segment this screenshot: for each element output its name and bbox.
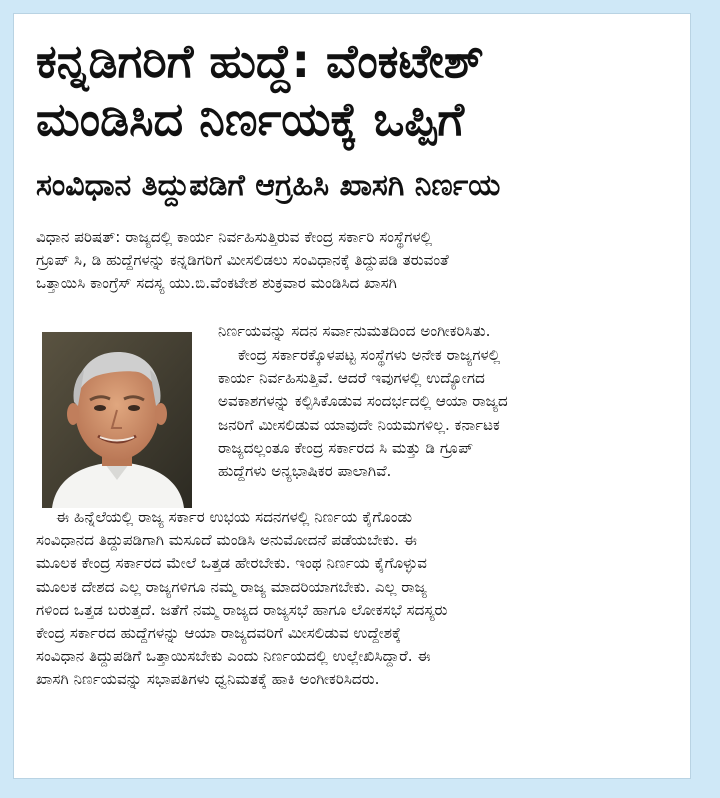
paragraph-1-line: ವಿಧಾನ ಪರಿಷತ್: ರಾಜ್ಯದಲ್ಲಿ ಕಾರ್ಯ ನಿರ್ವಹಿಸುತ್ತಿರುವ ಕೇಂದ್ರ ಸರ್ಕಾರಿ ಸಂಸ್ಥೆಗಳಲ್ಲಿ [36,228,433,246]
headline [36,32,676,148]
portrait-photo [42,332,192,508]
paragraph-3-line: ಸಂವಿಧಾನ ತಿದ್ದುಪಡಿಗೆ ಒತ್ತಾಯಿಸಬೇಕು ಎಂದು ನಿರ್ಣಯದಲ್ಲಿ ಉಲ್ಲೇಖಿಸಿದ್ದಾರೆ. ಈ [36,647,431,666]
paragraph-1-line: ಒತ್ತಾಯಿಸಿ ಕಾಂಗ್ರೆಸ್ ಸದಸ್ಯ ಯು.ಬಿ.ವೆಂಕಟೇಶ ಶುಕ್ರವಾರ ಮಂಡಿಸಿದ ಖಾಸಗಿ [36,274,397,293]
paragraph-3-line: ಮೂಲಕ ದೇಶದ ಎಲ್ಲ ರಾಜ್ಯಗಳಿಗೂ ನಮ್ಮ ರಾಜ್ಯ ಮಾದರಿಯಾಗಬೇಕು. ಎಲ್ಲ ರಾಜ್ಯ [36,577,427,596]
paragraph-3-line: ಕೇಂದ್ರ ಸರ್ಕಾರದ ಹುದ್ದೆಗಳನ್ನು ಆಯಾ ರಾಜ್ಯದವರಿಗೆ ಮೀಸಲಿಡುವ ಉದ್ದೇಶಕ್ಕೆ [36,623,401,642]
portrait-image [42,332,192,508]
headline-line-2: ಮಂಡಿಸಿದ ನಿರ್ಣಯಕ್ಕೆ ಒಪ್ಪಿಗೆ [36,92,465,146]
paragraph-3-line: ಗಳಿಂದ ಒತ್ತಡ ಬರುತ್ತದೆ. ಜತೆಗೆ ನಮ್ಮ ರಾಜ್ಯದ ರಾಜ್ಯಸಭೆ ಹಾಗೂ ಲೋಕಸಭೆ ಸದಸ್ಯರು [36,600,448,619]
paragraph-1 [36,226,676,296]
paragraph-2-line: ಕಾರ್ಯ ನಿರ್ವಹಿಸುತ್ತಿವೆ. ಆದರೆ ಇವುಗಳಲ್ಲಿ ಉದ್ಯೋಗದ [218,369,485,388]
paragraph-3-line: ಈ ಹಿನ್ನೆಲೆಯಲ್ಲಿ ರಾಜ್ಯ ಸರ್ಕಾರ ಉಭಯ ಸದನಗಳಲ್ಲಿ ನಿರ್ಣಯ ಕೈಗೊಂಡು [56,508,413,526]
paragraph-1-tail-line: ನಿರ್ಣಯವನ್ನು ಸದನ ಸರ್ವಾನುಮತದಿಂದ ಅಂಗೀಕರಿಸಿತು. [218,322,491,340]
paragraph-3-line: ಸಂವಿಧಾನದ ತಿದ್ದುಪಡಿಗಾಗಿ ಮಸೂದೆ ಮಂಡಿಸಿ ಅನುಮೋದನೆ ಪಡೆಯಬೇಕು. ಈ [36,531,418,550]
paragraph-2-line: ಹುದ್ದೆಗಳು ಅನ್ಯಭಾಷಿಕರ ಪಾಲಾಗಿವೆ. [218,461,392,480]
paragraph-1-continuation [218,320,678,343]
headline-line-1: ಕನ್ನಡಿಗರಿಗೆ ಹುದ್ದೆ: ವೆಂಕಟೇಶ್ [36,34,484,88]
paragraph-2-line: ಕೇಂದ್ರ ಸರ್ಕಾರಕ್ಕೊಳಪಟ್ಟ ಸಂಸ್ಥೆಗಳು ಅನೇಕ ರಾಜ್ಯಗಳಲ್ಲಿ [238,346,501,364]
paragraph-3-line: ಮೂಲಕ ಕೇಂದ್ರ ಸರ್ಕಾರದ ಮೇಲೆ ಒತ್ತಡ ಹೇರಬೇಕು. ಇಂಥ ನಿರ್ಣಯ ಕೈಗೊಳ್ಳುವ [36,554,427,573]
paragraph-3-line: ಖಾಸಗಿ ನಿರ್ಣಯವನ್ನು ಸಭಾಪತಿಗಳು ಧ್ವನಿಮತಕ್ಕೆ ಹಾಕಿ ಅಂಗೀಕರಿಸಿದರು. [36,670,380,689]
paragraph-2-line: ಅವಕಾಶಗಳನ್ನು ಕಲ್ಪಿಸಿಕೊಡುವ ಸಂದರ್ಭದಲ್ಲಿ ಆಯಾ ರಾಜ್ಯದ [218,392,508,411]
paragraph-3 [36,506,676,692]
paragraph-1-line: ಗ್ರೂಪ್ ಸಿ, ಡಿ ಹುದ್ದೆಗಳನ್ನು ಕನ್ನಡಿಗರಿಗೆ ಮೀಸಲಿಡಲು ಸಂವಿಧಾನಕ್ಕೆ ತಿದ್ದುಪಡಿ ತರುವಂತೆ [36,251,449,270]
paragraph-2 [218,344,678,483]
subheadline: ಸಂವಿಧಾನ ತಿದ್ದುಪಡಿಗೆ ಆಗ್ರಹಿಸಿ ಖಾಸಗಿ ನಿರ್ಣಯ [36,168,501,203]
paragraph-2-line: ರಾಜ್ಯದಲ್ಲಂತೂ ಕೇಂದ್ರ ಸರ್ಕಾರದ ಸಿ ಮತ್ತು ಡಿ ಗ್ರೂಪ್ [218,438,474,457]
newspaper-clipping [14,14,690,778]
paragraph-2-line: ಜನರಿಗೆ ಮೀಸಲಿಡುವ ಯಾವುದೇ ನಿಯಮಗಳಿಲ್ಲ. ಕರ್ನಾಟಕ [218,415,500,434]
